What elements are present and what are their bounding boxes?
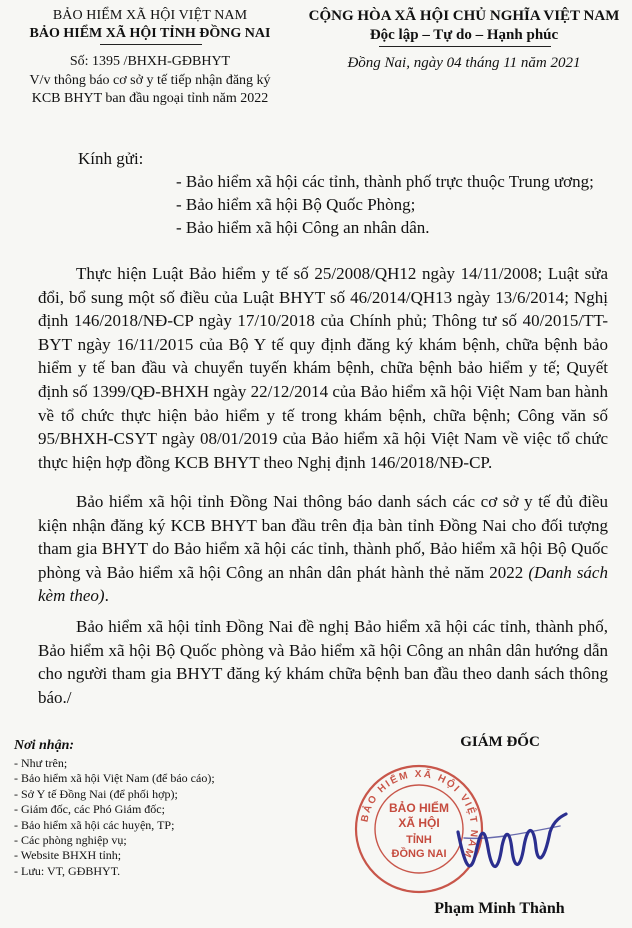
recipient-item: - Giám đốc, các Phó Giám đốc; xyxy=(14,802,165,817)
recipient-line: - Bảo hiểm xã hội Công an nhân dân. xyxy=(176,218,430,237)
attachment-note: (Danh sách kèm theo) xyxy=(38,562,608,606)
issuing-organization: BẢO HIỂM XÃ HỘI TỈNH ĐỒNG NAI xyxy=(29,26,271,41)
seal-line-1: BẢO HIỂM xyxy=(389,801,449,815)
national-title: CỘNG HÒA XÃ HỘI CHỦ NGHĨA VIỆT NAM xyxy=(308,8,620,24)
subject-line-1: V/v thông báo cơ sở y tế tiếp nhận đăng ký xyxy=(29,73,271,88)
body-paragraph-3: Bảo hiểm xã hội tỉnh Đồng Nai đề nghị Bảo hiểm xã hội các tỉnh, thành phố, Bảo hiểm xã hội Bộ Quốc phòng và Bảo hiểm xã hội Công an nhân dân hướng dẫn cho người tham gia BHYT đăng ký khám chữa bệnh ban đầu theo danh sách thông báo./ xyxy=(38,617,608,707)
body-paragraph-1: Thực hiện Luật Bảo hiểm y tế số 25/2008/QH12 ngày 14/11/2008; Luật sửa đổi, bổ sung một số điều của Luật BHYT số 46/2014/QH13 ngày 13/6/2014; Nghị định 146/2018/NĐ-CP ngày 17/10/2018 của Chính phủ; Thông tư số 40/2015/TT-BYT ngày 16/11/2015 của Bộ Y tế quy định đăng ký khám bệnh, chữa bệnh bảo hiểm y tế ban đầu và chuyển tuyến khám bệnh, chữa bệnh bảo hiểm y tế; Quyết định số 1399/QĐ-BHXH ngày 22/12/2014 của Bảo hiểm xã hội Việt Nam ban hành về tổ chức thực hiện bảo hiểm y tế trong khám bệnh, chữa bệnh; Công văn số 95/BHXH-CSYT ngày 08/01/2019 của Bảo hiểm xã hội Việt Nam về việc tổ chức thực hiện hợp đồng KCB BHYT theo Nghị định 146/2018/NĐ-CP. xyxy=(38,264,608,472)
national-motto: Độc lập – Tự do – Hạnh phúc xyxy=(369,27,559,43)
seal-ring-text: BẢO HIỂM XÃ HỘI VIỆT NAM xyxy=(359,768,480,861)
recipients-title: Nơi nhận: xyxy=(14,738,75,753)
recipient-item: - Bảo hiểm xã hội Việt Nam (để báo cáo); xyxy=(14,771,215,786)
body-paragraph-2 xyxy=(38,490,608,608)
recipients-list xyxy=(14,756,215,879)
parent-organization: BẢO HIỂM XÃ HỘI VIỆT NAM xyxy=(52,8,248,23)
recipient-item: - Các phòng nghiệp vụ; xyxy=(14,833,127,848)
recipient-item: - Như trên; xyxy=(14,756,68,770)
signer-name: Phạm Minh Thành xyxy=(434,900,565,917)
recipient-item: - Sở Y tế Đồng Nai (để phối hợp); xyxy=(14,786,178,801)
seal-line-2: XÃ HỘI xyxy=(398,816,440,830)
paragraph-2-text: Bảo hiểm xã hội tỉnh Đồng Nai thông báo danh sách các cơ sở y tế đủ điều kiện nhận đăng ký KCB BHYT ban đầu trên địa bàn tỉnh Đồng Nai cho đối tượng tham gia BHYT do Bảo hiểm xã hội các tỉnh, thành phố, Bảo hiểm xã hội Bộ Quốc phòng và Bảo hiểm xã hội Công an nhân dân phát hành thẻ năm 2022 xyxy=(38,492,608,582)
seal-line-3: TỈNH xyxy=(406,834,432,846)
salutation-label: Kính gửi: xyxy=(78,149,144,168)
recipient-line: - Bảo hiểm xã hội các tỉnh, thành phố trực thuộc Trung ương; xyxy=(176,172,594,191)
recipient-item: - Bảo hiểm xã hội các huyện, TP; xyxy=(14,817,175,832)
paragraph-2-end: . xyxy=(104,586,109,606)
subject-line-2: KCB BHYT ban đầu ngoại tỉnh năm 2022 xyxy=(31,91,269,106)
signer-title: GIÁM ĐỐC xyxy=(460,734,540,750)
recipient-line: - Bảo hiểm xã hội Bộ Quốc Phòng; xyxy=(176,195,416,214)
place-date: Đồng Nai, ngày 04 tháng 11 năm 2021 xyxy=(347,55,581,71)
document-number: Số: 1395 /BHXH-GĐBHYT xyxy=(69,54,231,69)
seal-line-4: ĐỒNG NAI xyxy=(391,848,447,860)
org-underline xyxy=(100,44,202,45)
motto-underline xyxy=(379,46,551,47)
recipient-item: - Lưu: VT, GĐBHYT. xyxy=(14,863,121,878)
handwritten-signature xyxy=(450,802,570,882)
recipient-item: - Website BHXH tỉnh; xyxy=(14,848,122,863)
